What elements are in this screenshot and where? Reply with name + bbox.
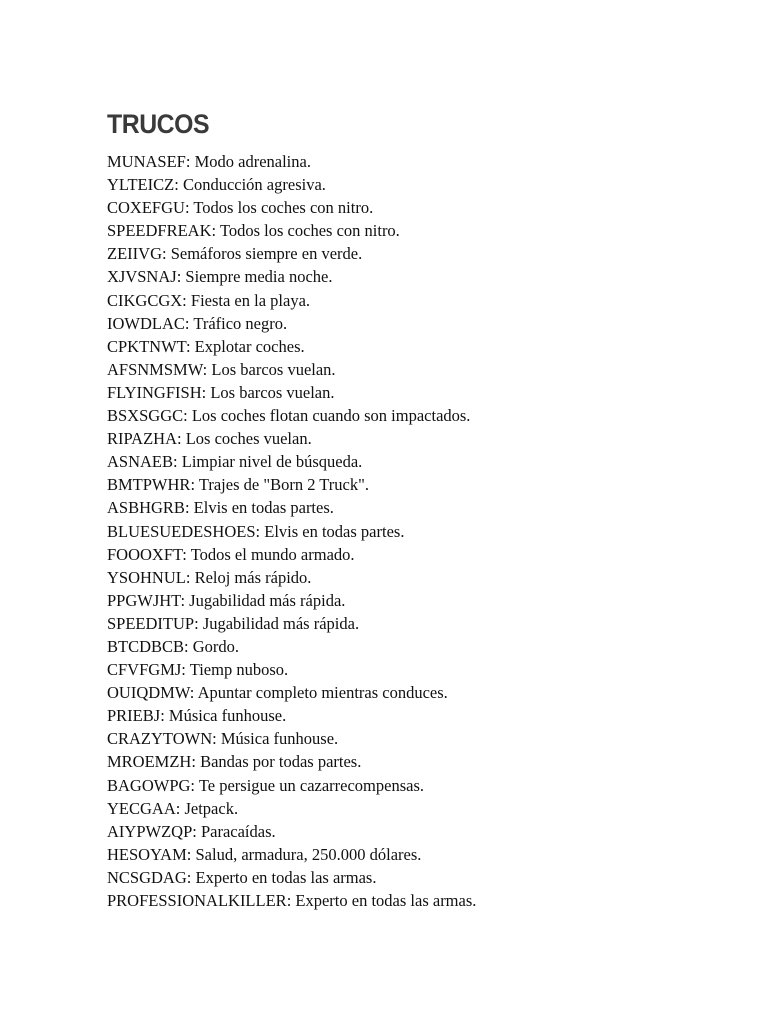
cheat-code: PRIEBJ bbox=[107, 706, 161, 726]
cheat-row: FOOOXFT: Todos el mundo armado. bbox=[107, 544, 355, 564]
cheat-row: YLTEICZ: Conducción agresiva. bbox=[107, 175, 326, 195]
cheat-effect: Trajes de "Born 2 Truck". bbox=[198, 475, 369, 495]
cheat-row: SPEEDFREAK: Todos los coches con nitro. bbox=[107, 221, 400, 241]
cheat-effect: Conducción agresiva. bbox=[182, 175, 326, 195]
cheat-effect: Tráfico negro. bbox=[193, 313, 288, 333]
cheat-code: BAGOWPG bbox=[107, 775, 191, 795]
cheat-effect: Elvis en todas partes. bbox=[193, 498, 334, 518]
cheat-row: YSOHNUL: Reloj más rápido. bbox=[107, 567, 312, 587]
cheat-code: FOOOXFT bbox=[107, 544, 183, 564]
cheat-row: COXEFGU: Todos los coches con nitro. bbox=[107, 198, 374, 218]
cheat-row: OUIQDMW: Apuntar completo mientras conduces. bbox=[107, 683, 448, 703]
cheat-code: YSOHNUL bbox=[107, 567, 186, 587]
cheat-row: IOWDLAC: Tráfico negro. bbox=[107, 313, 288, 333]
cheat-code: HESOYAM bbox=[107, 844, 187, 864]
cheat-code: YLTEICZ bbox=[107, 175, 175, 195]
cheat-row: SPEEDITUP: Jugabilidad más rápida. bbox=[107, 613, 360, 633]
cheat-row: BTCDBCB: Gordo. bbox=[107, 636, 240, 656]
cheat-effect: Fiesta en la playa. bbox=[190, 290, 311, 310]
cheat-row: ZEIIVG: Semáforos siempre en verde. bbox=[107, 244, 363, 264]
cheat-row: AIYPWZQP: Paracaídas. bbox=[107, 821, 276, 841]
cheat-code: MROEMZH bbox=[107, 752, 192, 772]
cheat-effect: Te persigue un cazarrecompensas. bbox=[198, 775, 424, 795]
cheat-row: ASNAEB: Limpiar nivel de búsqueda. bbox=[107, 452, 363, 472]
cheat-row: YECGAA: Jetpack. bbox=[107, 798, 239, 818]
cheat-effect: Siempre media noche. bbox=[185, 267, 333, 287]
cheat-row: AFSNMSMW: Los barcos vuelan. bbox=[107, 359, 336, 379]
cheat-code: ZEIIVG bbox=[107, 244, 162, 264]
cheat-effect: Explotar coches. bbox=[194, 336, 305, 356]
cheat-effect: Tiemp nuboso. bbox=[189, 660, 289, 680]
cheat-row: HESOYAM: Salud, armadura, 250.000 dólares. bbox=[107, 844, 422, 864]
cheat-code: MUNASEF bbox=[107, 152, 186, 171]
cheat-row: CIKGCGX: Fiesta en la playa. bbox=[107, 290, 311, 310]
cheat-effect: Gordo. bbox=[192, 636, 240, 656]
cheat-effect: Los coches vuelan. bbox=[185, 429, 312, 449]
cheat-effect: Los coches flotan cuando son impactados. bbox=[191, 406, 471, 426]
cheat-code: AFSNMSMW bbox=[107, 359, 203, 379]
cheat-effect: Modo adrenalina. bbox=[194, 152, 311, 171]
cheat-code: SPEEDITUP bbox=[107, 613, 195, 633]
cheat-list bbox=[107, 150, 476, 912]
page-title: TRUCOS bbox=[107, 109, 210, 139]
cheat-effect: Semáforos siempre en verde. bbox=[170, 244, 363, 264]
cheat-row: ASBHGRB: Elvis en todas partes. bbox=[107, 498, 334, 518]
cheat-effect: Elvis en todas partes. bbox=[264, 521, 405, 541]
cheat-effect: Experto en todas las armas. bbox=[295, 891, 477, 910]
cheat-effect: Música funhouse. bbox=[168, 706, 287, 726]
cheat-code: XJVSNAJ bbox=[107, 267, 177, 287]
cheat-code: COXEFGU bbox=[107, 198, 185, 218]
cheat-effect: Música funhouse. bbox=[220, 729, 339, 749]
cheat-row: PPGWJHT: Jugabilidad más rápida. bbox=[107, 590, 346, 610]
cheat-row: RIPAZHA: Los coches vuelan. bbox=[107, 429, 312, 449]
cheat-code: CFVFGMJ bbox=[107, 660, 182, 680]
cheat-effect: Los barcos vuelan. bbox=[211, 359, 336, 379]
cheat-row: BAGOWPG: Te persigue un cazarrecompensas. bbox=[107, 775, 424, 795]
cheat-effect: Limpiar nivel de búsqueda. bbox=[181, 452, 363, 472]
cheat-effect: Todos los coches con nitro. bbox=[193, 198, 374, 218]
cheat-code: FLYINGFISH bbox=[107, 382, 202, 402]
cheat-effect: Reloj más rápido. bbox=[194, 567, 312, 587]
cheat-code: CRAZYTOWN bbox=[107, 729, 213, 749]
cheat-row: BLUESUEDESHOES: Elvis en todas partes. bbox=[107, 521, 405, 541]
cheat-row: FLYINGFISH: Los barcos vuelan. bbox=[107, 382, 335, 402]
cheat-row: MROEMZH: Bandas por todas partes. bbox=[107, 752, 362, 772]
cheat-row: CRAZYTOWN: Música funhouse. bbox=[107, 729, 339, 749]
cheat-row: MUNASEF: Modo adrenalina. bbox=[107, 152, 311, 171]
cheat-code: AIYPWZQP bbox=[107, 821, 193, 841]
cheat-row: PROFESSIONALKILLER: Experto en todas las armas. bbox=[107, 891, 477, 910]
cheat-effect: Bandas por todas partes. bbox=[200, 752, 362, 772]
cheat-effect: Jugabilidad más rápida. bbox=[202, 613, 360, 633]
cheat-code: PROFESSIONALKILLER bbox=[107, 891, 287, 910]
cheat-code: NCSGDAG bbox=[107, 867, 187, 887]
cheat-row: NCSGDAG: Experto en todas las armas. bbox=[107, 867, 377, 887]
cheat-effect: Jetpack. bbox=[184, 798, 239, 818]
cheat-code: RIPAZHA bbox=[107, 429, 177, 449]
cheat-row: XJVSNAJ: Siempre media noche. bbox=[107, 267, 333, 287]
cheat-code: OUIQDMW bbox=[107, 683, 190, 703]
cheat-code: YECGAA bbox=[107, 798, 176, 818]
cheat-row: CFVFGMJ: Tiemp nuboso. bbox=[107, 660, 289, 680]
cheat-effect: Apuntar completo mientras conduces. bbox=[197, 683, 448, 703]
cheat-row: BMTPWHR: Trajes de "Born 2 Truck". bbox=[107, 475, 369, 495]
cheat-code: CPKTNWT bbox=[107, 336, 186, 356]
cheat-effect: Todos el mundo armado. bbox=[190, 544, 355, 564]
cheat-code: IOWDLAC bbox=[107, 313, 185, 333]
cheat-code: CIKGCGX bbox=[107, 290, 183, 310]
cheat-code: BSXSGGC bbox=[107, 406, 184, 426]
cheat-code: PPGWJHT bbox=[107, 590, 181, 610]
cheat-effect: Salud, armadura, 250.000 dólares. bbox=[195, 844, 422, 864]
cheat-code: BLUESUEDESHOES bbox=[107, 521, 256, 541]
cheat-row: BSXSGGC: Los coches flotan cuando son impactados. bbox=[107, 406, 471, 426]
cheat-effect: Experto en todas las armas. bbox=[195, 867, 377, 887]
cheat-code: BTCDBCB bbox=[107, 636, 185, 656]
cheat-effect: Jugabilidad más rápida. bbox=[189, 590, 346, 610]
cheat-row: CPKTNWT: Explotar coches. bbox=[107, 336, 305, 356]
cheat-effect: Todos los coches con nitro. bbox=[219, 221, 400, 241]
cheat-code: ASNAEB bbox=[107, 452, 174, 472]
cheat-code: SPEEDFREAK bbox=[107, 221, 212, 241]
cheat-effect: Paracaídas. bbox=[200, 821, 276, 841]
cheat-code: BMTPWHR bbox=[107, 475, 191, 495]
cheat-row: PRIEBJ: Música funhouse. bbox=[107, 706, 287, 726]
cheat-effect: Los barcos vuelan. bbox=[210, 382, 335, 402]
cheat-code: ASBHGRB bbox=[107, 498, 185, 518]
